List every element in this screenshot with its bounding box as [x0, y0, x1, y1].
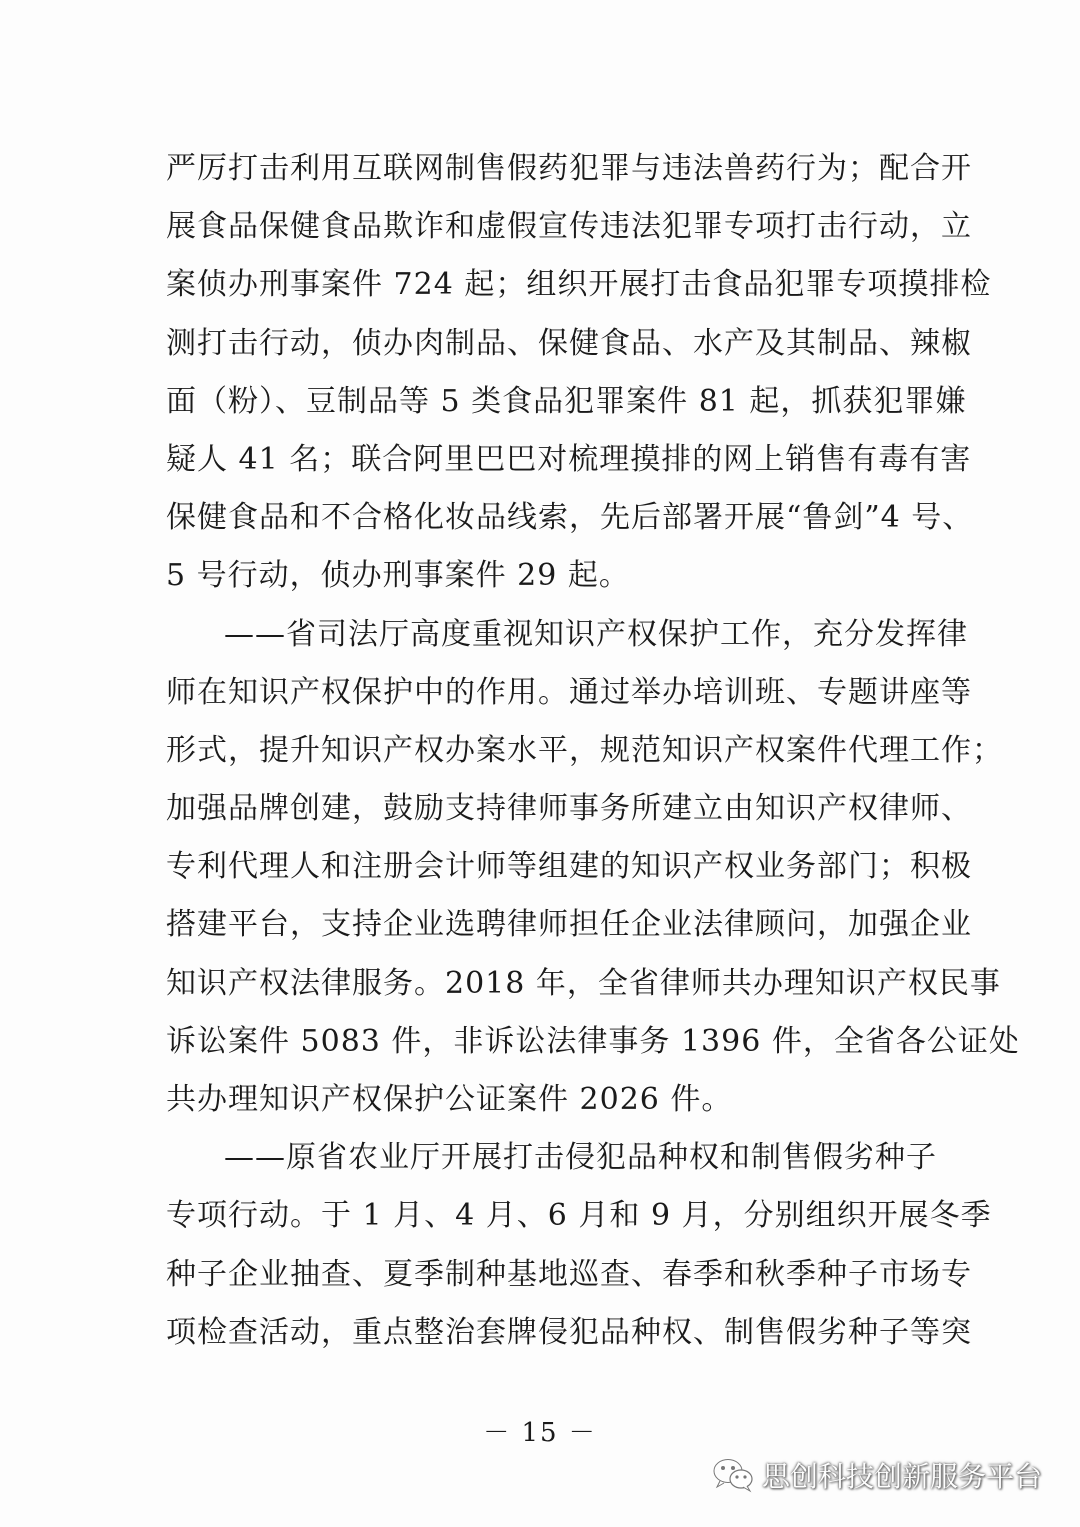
text-line: 5 号行动，侦办刑事案件 29 起。	[166, 558, 630, 594]
text-line: 面（粉）、豆制品等 5 类食品犯罪案件 81 起，抓获犯罪嫌	[166, 383, 967, 419]
text-line: 测打击行动，侦办肉制品、保健食品、水产及其制品、辣椒	[166, 325, 972, 361]
text-line: 疑人 41 名；联合阿里巴巴对梳理摸排的网上销售有毒有害	[166, 441, 972, 477]
text-line: 专利代理人和注册会计师等组建的知识产权业务部门；积极	[166, 849, 972, 885]
body-text	[166, 140, 1020, 1362]
text-line: 展食品保健食品欺诈和虚假宣传违法犯罪专项打击行动，立	[166, 209, 972, 245]
text-line: 加强品牌创建，鼓励支持律师事务所建立由知识产权律师、	[166, 791, 972, 827]
text-line: 形式，提升知识产权办案水平，规范知识产权案件代理工作；	[166, 732, 1003, 768]
text-line: 种子企业抽查、夏季制种基地巡查、春季和秋季种子市场专	[166, 1256, 972, 1292]
text-line: 案侦办刑事案件 724 起；组织开展打击食品犯罪专项摸排检	[166, 267, 992, 303]
text-line: 搭建平台，支持企业选聘律师担任企业法律顾问，加强企业	[166, 907, 972, 943]
text-line: 知识产权法律服务。2018 年，全省律师共办理知识产权民事	[166, 965, 1001, 1001]
text-line: 严厉打击利用互联网制售假药犯罪与违法兽药行为；配合开	[166, 151, 972, 186]
paragraph-start-line: ——省司法厅高度重视知识产权保护工作，充分发挥律	[224, 616, 968, 652]
text-line: 师在知识产权保护中的作用。通过举办培训班、专题讲座等	[166, 674, 972, 710]
text-line: 项检查活动，重点整治套牌侵犯品种权、制售假劣种子等突	[166, 1314, 972, 1350]
text-line: 专项行动。于 1 月、4 月、6 月和 9 月，分别组织开展冬季	[166, 1198, 992, 1234]
watermark-text: 思创科技创新服务平台	[761, 1460, 1042, 1493]
paragraph-start-line: ——原省农业厅开展打击侵犯品种权和制售假劣种子	[224, 1140, 937, 1176]
text-line: 诉讼案件 5083 件，非诉讼法律事务 1396 件，全省各公证处	[166, 1023, 1020, 1059]
page-number: － 15 －	[483, 1418, 597, 1448]
text-line: 保健食品和不合格化妆品线索，先后部署开展“鲁剑”4 号、	[166, 500, 974, 536]
wechat-icon	[712, 1457, 754, 1493]
watermark	[712, 1455, 1042, 1495]
text-line: 共办理知识产权保护公证案件 2026 件。	[166, 1082, 733, 1117]
